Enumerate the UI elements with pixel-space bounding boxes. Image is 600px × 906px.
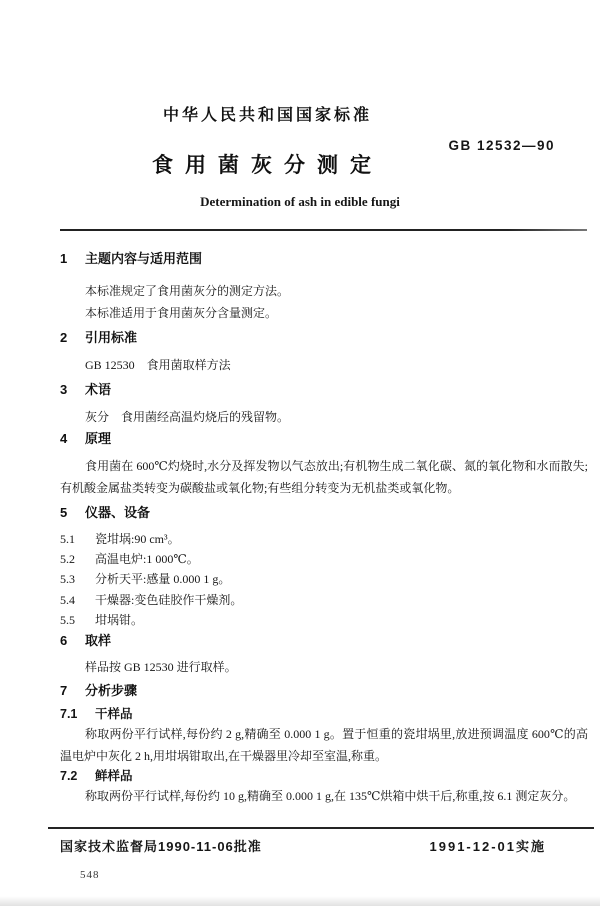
subsection-number: 7.2: [60, 769, 78, 784]
scan-shadow: [0, 896, 600, 906]
section-title: 分析步骤: [85, 683, 138, 699]
section-3-heading: [60, 381, 588, 398]
item-text: 高温电炉:1 000℃。: [95, 552, 199, 567]
section-number: 4: [60, 431, 68, 446]
section-title: 原理: [85, 431, 112, 446]
section-1-heading: [60, 250, 588, 267]
approval-date: 国家技术监督局1990-11-06批准: [60, 839, 262, 854]
footer-rule: [48, 827, 594, 829]
equipment-item: [60, 610, 588, 630]
paragraph: 称取两份平行试样,每份约 10 g,精确至 0.000 1 g,在 135℃烘箱中烘干后,称重,按 6.1 测定灰分。: [85, 789, 576, 804]
section-title: 引用标准: [85, 330, 138, 345]
item-text: 坩埚钳。: [95, 612, 144, 627]
item-number: 5.2: [60, 552, 75, 567]
subsection-number: 7.1: [60, 707, 78, 722]
document-title-en: Determination of ash in edible fungi: [200, 194, 400, 209]
document-body: [60, 242, 588, 808]
item-text: 干燥器:变色硅胶作干燥剂。: [95, 592, 243, 607]
subsection-title: 鲜样品: [95, 769, 133, 784]
section-title: 取样: [85, 633, 112, 649]
subsection-title: 干样品: [95, 707, 133, 722]
item-text: 瓷坩埚:90 cm³。: [95, 532, 180, 546]
section-4-heading: [60, 430, 588, 447]
section-number: 6: [60, 633, 68, 649]
subsection-7-1-heading: [60, 705, 588, 723]
implementation-date: 1991-12-01实施: [429, 839, 546, 854]
document-title-cn: 食用菌灰分测定: [152, 154, 383, 177]
section-2-heading: [60, 329, 588, 346]
item-text: 分析天平:感量 0.000 1 g。: [95, 572, 231, 587]
subsection-7-2-heading: [60, 767, 588, 785]
section-5-heading: [60, 504, 588, 521]
section-7-heading: [60, 682, 588, 699]
footer-row: [60, 836, 546, 855]
paragraph: 称取两份平行试样,每份约 2 g,精确至 0.000 1 g。置于恒重的瓷坩埚里,放进预调温度 600℃的高温电炉中灰化 2 h,用坩埚钳取出,在干燥器里冷却至室温,称重。: [60, 727, 588, 763]
equipment-item: [60, 590, 588, 610]
section-6-heading: [60, 632, 588, 649]
equipment-item: [60, 569, 588, 589]
paragraph: 灰分 食用菌经高温灼烧后的残留物。: [85, 410, 290, 424]
section-number: 2: [60, 330, 68, 345]
paragraph: 样品按 GB 12530 进行取样。: [85, 660, 237, 675]
item-number: 5.3: [60, 572, 75, 587]
paragraph: GB 12530 食用菌取样方法: [85, 358, 231, 372]
item-number: 5.5: [60, 612, 75, 627]
equipment-list: [60, 529, 588, 630]
paragraph: 食用菌在 600℃灼烧时,水分及挥发物以气态放出;有机物生成二氧化碳、氮的氧化物和水而散失;有机酸金属盐类转变为碳酸盐或氧化物;有些组分转变为无机盐类或氧化物。: [60, 459, 588, 495]
section-number: 3: [60, 382, 68, 397]
section-title: 仪器、设备: [85, 505, 151, 520]
section-title: 主题内容与适用范围: [85, 251, 203, 266]
standard-number: GB 12532—90: [448, 138, 555, 153]
section-number: 1: [60, 251, 68, 266]
paragraph: 本标准适用于食用菌灰分含量测定。: [85, 306, 278, 320]
section-number: 7: [60, 683, 68, 699]
paragraph: 本标准规定了食用菌灰分的测定方法。: [85, 284, 290, 298]
item-number: 5.1: [60, 532, 75, 546]
item-number: 5.4: [60, 592, 75, 607]
header-rule: [60, 229, 587, 231]
section-title: 术语: [85, 382, 112, 397]
section-number: 5: [60, 505, 68, 520]
equipment-item: [60, 529, 588, 549]
page-number: 548: [80, 869, 100, 881]
standard-org-line: 中华人民共和国国家标准: [162, 107, 372, 124]
equipment-item: [60, 549, 588, 569]
